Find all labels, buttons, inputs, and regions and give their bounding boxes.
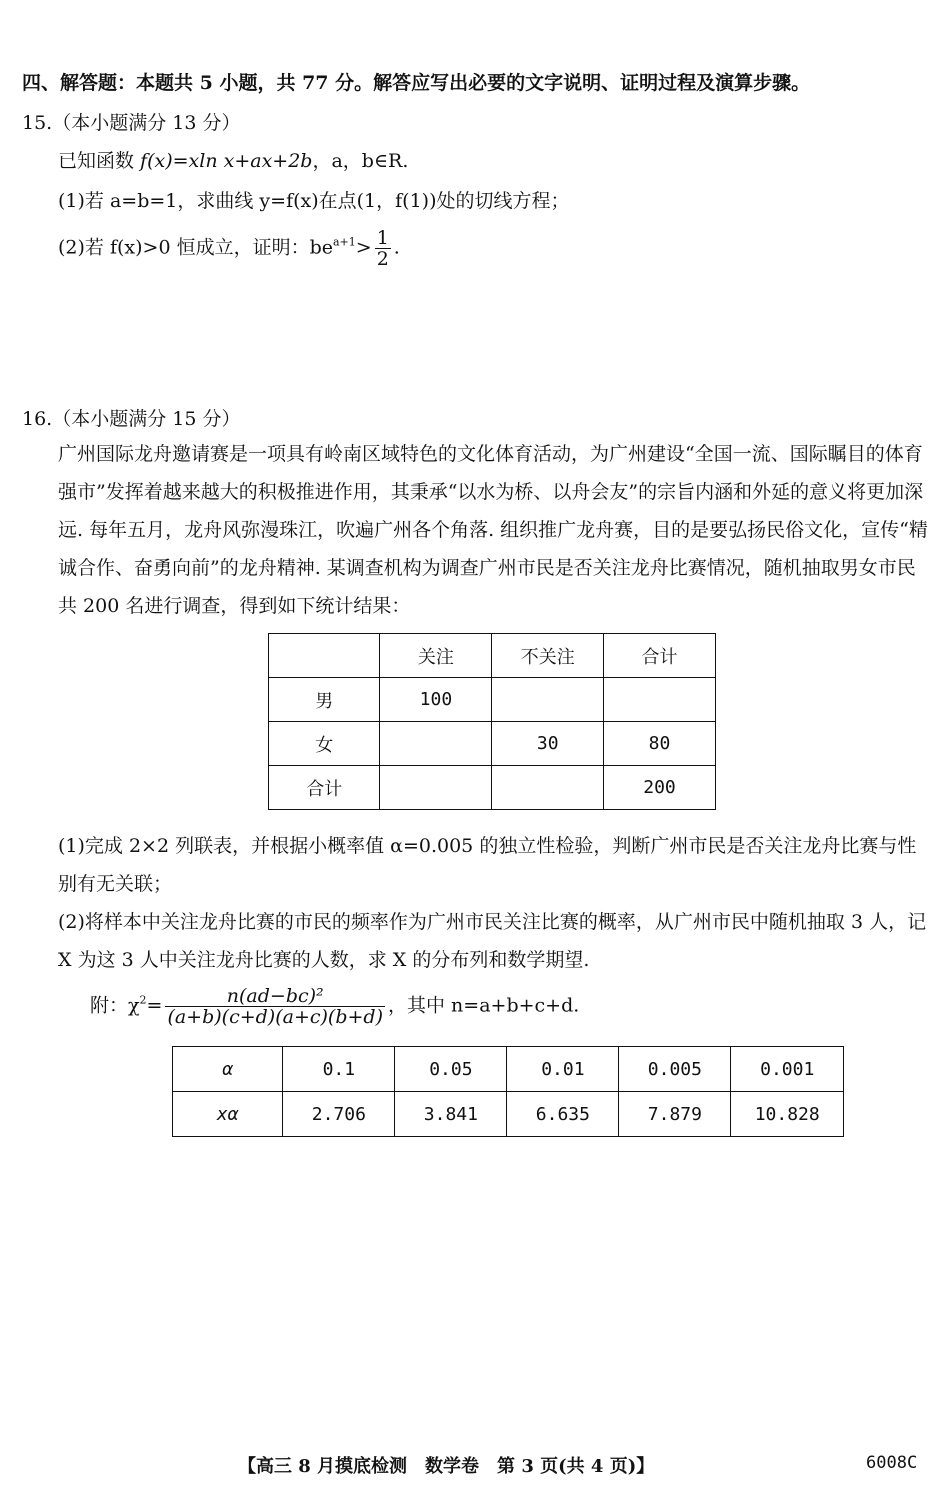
survey-row-male (269, 678, 716, 722)
q15-number: 15.（本小题满分 13 分） (22, 112, 241, 134)
q15-part2-frac (375, 228, 391, 269)
critical-value-row (173, 1092, 844, 1137)
page-footer: 【高三 8 月摸底检测 数学卷 第 3 页(共 4 页)】 (238, 1456, 655, 1477)
survey-cell (604, 678, 716, 722)
survey-cell (380, 766, 492, 810)
survey-cell (380, 722, 492, 766)
critical-value-table (172, 1046, 844, 1137)
section-heading: 四、解答题：本题共 5 小题，共 77 分。解答应写出必要的文字说明、证明过程及演算步骤。 (22, 72, 811, 94)
alpha-cell: 0.01 (507, 1047, 619, 1092)
footer-code: 6008C (866, 1453, 918, 1473)
q15-intro-post: ，a，b∈R. (312, 150, 409, 172)
q15-intro-pre: 已知函数 (58, 150, 141, 172)
q15-part2-gt: > (355, 236, 372, 259)
q15-part2-exp: a+1 (332, 235, 356, 249)
chi-square-formula (90, 986, 579, 1027)
survey-cell: 女 (269, 722, 380, 766)
q15-part2-num: 1 (376, 227, 389, 249)
appendix-label: 附：χ (90, 994, 140, 1017)
survey-cell: 合计 (269, 766, 380, 810)
survey-cell: 100 (380, 678, 492, 722)
formula-denominator: (a+b)(c+d)(a+c)(b+d) (167, 1006, 384, 1028)
alpha-cell: 0.001 (731, 1047, 844, 1092)
survey-cell (492, 766, 604, 810)
x-label-cell: xα (173, 1092, 283, 1137)
q15-part2 (58, 228, 400, 269)
survey-header-cell: 不关注 (492, 634, 604, 678)
q15-part2-end: . (393, 236, 400, 259)
survey-row-female (269, 722, 716, 766)
q16-number: 16.（本小题满分 15 分） (22, 408, 241, 430)
critical-value-cell: 2.706 (283, 1092, 395, 1137)
survey-header-cell: 关注 (380, 634, 492, 678)
critical-value-cell: 6.635 (507, 1092, 619, 1137)
formula-numerator: n(ad−bc)² (165, 986, 385, 1007)
survey-cell: 30 (492, 722, 604, 766)
survey-cell (492, 678, 604, 722)
alpha-cell: 0.05 (395, 1047, 507, 1092)
survey-cell: 200 (604, 766, 716, 810)
survey-header-cell (269, 634, 380, 678)
survey-header-cell: 合计 (604, 634, 716, 678)
survey-cell: 80 (604, 722, 716, 766)
alpha-cell: 0.1 (283, 1047, 395, 1092)
alpha-cell: 0.005 (619, 1047, 731, 1092)
survey-row-total (269, 766, 716, 810)
q16-part1-text: (1)完成 2×2 列联表，并根据小概率值 α=0.005 的独立性检验，判断广州市民是否关注龙舟比赛与性别有无关联； (58, 835, 917, 895)
critical-value-cell: 10.828 (731, 1092, 844, 1137)
survey-header-row (269, 634, 716, 678)
q16-part1 (58, 827, 932, 903)
q16-part2-text: (2)将样本中关注龙舟比赛的市民的频率作为广州市民关注比赛的概率，从广州市民中随机抽取 3 人，记 X 为这 3 人中关注龙舟比赛的人数，求 X 的分布列和数学期望. (58, 911, 927, 971)
survey-table (268, 633, 716, 810)
q15-part1: (1)若 a=b=1，求曲线 y=f(x)在点(1，f(1))处的切线方程； (58, 190, 570, 212)
critical-value-cell: 3.841 (395, 1092, 507, 1137)
q16-part2 (58, 903, 932, 979)
q16-paragraph: 广州国际龙舟邀请赛是一项具有岭南区域特色的文化体育活动，为广州建设“全国一流、国际瞩目的体育强市”发挥着越来越大的积极推进作用，其秉承“以水为桥、以舟会友”的宗旨内涵和外延的意义将更加深远. 每年五月，龙舟风弥漫珠江，吹遍广州各个角落. 组织推广龙舟赛，目的是要弘扬民俗文化，宣传“精诚合作、奋勇向前”的龙舟精神. 某调查机构为调查广州市民是否关注龙舟比赛情况，随机抽取男女市民共 200 名进行调查，得到如下统计结果： (58, 443, 928, 617)
formula-tail: ，其中 n=a+b+c+d. (388, 994, 580, 1017)
critical-value-cell: 7.879 (619, 1092, 731, 1137)
q15-part2-text: (2)若 f(x)>0 恒成立，证明：be (58, 236, 333, 259)
q15-part2-den: 2 (376, 248, 389, 270)
survey-cell: 男 (269, 678, 380, 722)
q15-intro-func: f(x)=xln x+ax+2b (140, 150, 313, 172)
q15-intro (58, 146, 408, 173)
formula-fraction (165, 986, 385, 1027)
critical-alpha-row (173, 1047, 844, 1092)
alpha-label-cell: α (173, 1047, 283, 1092)
appendix-eq: = (146, 994, 163, 1017)
appendix-sq: 2 (139, 993, 147, 1007)
